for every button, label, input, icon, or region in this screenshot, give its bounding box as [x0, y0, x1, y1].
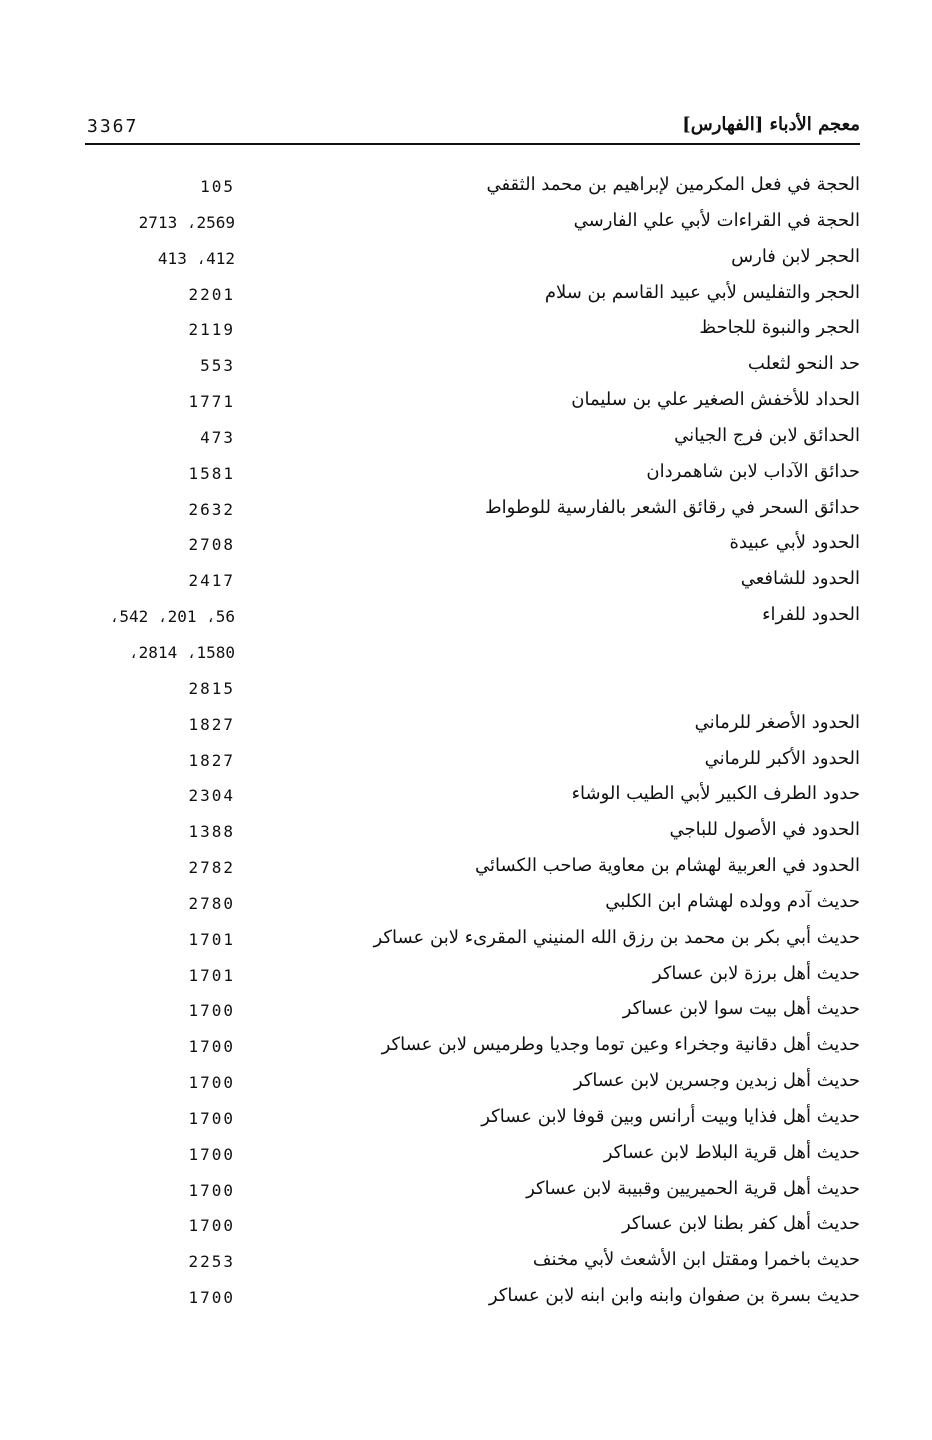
index-entry: [85, 779, 860, 815]
index-entry: [85, 313, 860, 349]
entry-title: الحجة في فعل المكرمين لإبراهيم بن محمد الثقفي: [486, 174, 860, 195]
index-entry: [85, 815, 860, 851]
entry-pages: 412، 413: [157, 248, 235, 268]
index-entry: [85, 1066, 860, 1102]
entry-pages: 1700: [188, 1108, 235, 1128]
entry-title: حديث أهل بيت سوا لابن عساكر: [622, 998, 860, 1020]
index-entry: [85, 457, 860, 493]
entry-pages: 1701: [188, 965, 235, 985]
entry-title: حد النحو لثعلب: [747, 353, 860, 375]
entry-title: حدائق الآداب لابن شاهمردان: [646, 460, 860, 482]
running-title: معجم الأدباء [الفهارس]: [682, 114, 860, 135]
entry-pages: 2708: [188, 535, 235, 555]
entry-title: الحجر والنبوة للجاحظ: [699, 317, 860, 339]
index-entry: [85, 600, 860, 636]
index-entry: [85, 170, 860, 206]
entry-pages: 1700: [188, 1144, 235, 1164]
entry-pages: 2632: [188, 499, 235, 519]
entry-title: الحدود للشافعي: [740, 568, 860, 590]
index-entry: [85, 1245, 860, 1281]
entry-pages: 473: [200, 427, 235, 447]
entry-title: الحجر والتفليس لأبي عبيد القاسم بن سلام: [544, 281, 860, 303]
entry-title: حديث أهل فذايا وبيت أرانس وبين قوفا لابن عساكر: [481, 1105, 860, 1127]
index-entry: [85, 564, 860, 600]
entry-pages: 2201: [188, 284, 235, 304]
index-entry: [85, 1174, 860, 1210]
entry-pages: 1700: [188, 1073, 235, 1093]
entry-title: الحدود في العربية لهشام بن معاوية صاحب الكسائي: [474, 855, 860, 877]
index-entry: [85, 708, 860, 744]
index-entry: [85, 1030, 860, 1066]
index-entry: [85, 744, 860, 780]
entry-pages: 1700: [188, 1288, 235, 1308]
entry-pages: 105: [200, 177, 235, 196]
entry-title: حديث أهل زبدين وجسرين لابن عساكر: [573, 1070, 860, 1092]
entry-title: حديث آدم وولده لهشام ابن الكلبي: [605, 890, 860, 912]
entry-title: الحدود الأكبر للرماني: [704, 747, 860, 769]
index-entry: [85, 206, 860, 242]
entry-pages: 2782: [188, 858, 235, 878]
entry-title: حديث أهل دقانية وجخراء وعين توما وجديا وطرميس لابن عساكر: [381, 1034, 860, 1056]
entry-pages: 553: [200, 356, 235, 376]
entry-pages: 2304: [188, 786, 235, 806]
index-entry: [85, 959, 860, 995]
index-entry: [85, 528, 860, 564]
entry-pages: 1827: [188, 714, 235, 734]
entry-pages: 1771: [188, 392, 235, 412]
index-entry: [85, 923, 860, 959]
entry-title: حديث باخمرا ومقتل ابن الأشعث لأبي مخنف: [532, 1249, 860, 1271]
index-entry: [85, 1209, 860, 1245]
entry-pages: 1580، 2814،: [129, 642, 235, 662]
entry-title: الحدود للفراء: [762, 604, 860, 626]
entry-title: حدائق السحر في رقائق الشعر بالفارسية للوطواط: [484, 496, 860, 518]
index-entry: [85, 1102, 860, 1138]
entry-pages: 1581: [188, 463, 235, 483]
index-entries: [85, 170, 860, 1317]
entry-title: حديث أهل قرية الحميريين وقبيبة لابن عساكر: [526, 1177, 860, 1199]
index-entry: [85, 1281, 860, 1317]
entry-pages: 2569، 2713: [138, 212, 235, 232]
entry-title: حديث بسرة بن صفوان وابنه وابن ابنه لابن عساكر: [488, 1285, 860, 1307]
index-entry: [85, 851, 860, 887]
entry-title: الحداد للأخفش الصغير علي بن سليمان: [571, 389, 860, 411]
index-entry: [85, 672, 860, 708]
entry-title: الحدود الأصغر للرماني: [694, 711, 860, 733]
entry-pages: 2417: [188, 571, 235, 591]
entry-pages: 1701: [188, 929, 235, 949]
entry-title: الحدود في الأصول للباجي: [669, 819, 860, 841]
entry-pages: 1700: [188, 1037, 235, 1057]
entry-pages: 1700: [188, 1180, 235, 1200]
entry-title: حدود الطرف الكبير لأبي الطيب الوشاء: [571, 783, 860, 805]
index-entry: [85, 887, 860, 923]
entry-title: الحدود لأبي عبيدة: [729, 532, 860, 554]
entry-title: حديث أهل كفر بطنا لابن عساكر: [621, 1213, 860, 1235]
index-entry: [85, 349, 860, 385]
entry-pages: 2253: [188, 1252, 235, 1272]
entry-pages: 2119: [188, 320, 235, 340]
entry-title: حديث أهل برزة لابن عساكر: [652, 962, 860, 984]
index-entry: [85, 1138, 860, 1174]
page-number: 3367: [87, 116, 139, 137]
entry-title: الحجة في القراءات لأبي علي الفارسي: [573, 209, 860, 231]
entry-pages: 2780: [188, 893, 235, 913]
index-entry: [85, 242, 860, 278]
entry-pages: 2815: [188, 678, 235, 698]
index-entry: [85, 421, 860, 457]
header-rule: [85, 143, 860, 145]
entry-pages: 56، 201، 542،: [109, 607, 235, 627]
page-header: [85, 110, 860, 146]
entry-title: حديث أبي بكر بن محمد بن رزق الله المنيني المقرىء لابن عساكر: [373, 926, 860, 948]
entry-pages: 1388: [188, 822, 235, 842]
index-entry: [85, 994, 860, 1030]
entry-pages: 1700: [188, 1216, 235, 1236]
index-entry: [85, 636, 860, 672]
entry-pages: 1827: [188, 750, 235, 770]
index-entry: [85, 385, 860, 421]
index-entry: [85, 493, 860, 529]
entry-title: حديث أهل قرية البلاط لابن عساكر: [603, 1141, 860, 1163]
entry-title: الحجر لابن فارس: [731, 245, 860, 267]
index-entry: [85, 278, 860, 314]
entry-title: الحدائق لابن فرج الجياني: [674, 424, 860, 446]
entry-pages: 1700: [188, 1001, 235, 1021]
